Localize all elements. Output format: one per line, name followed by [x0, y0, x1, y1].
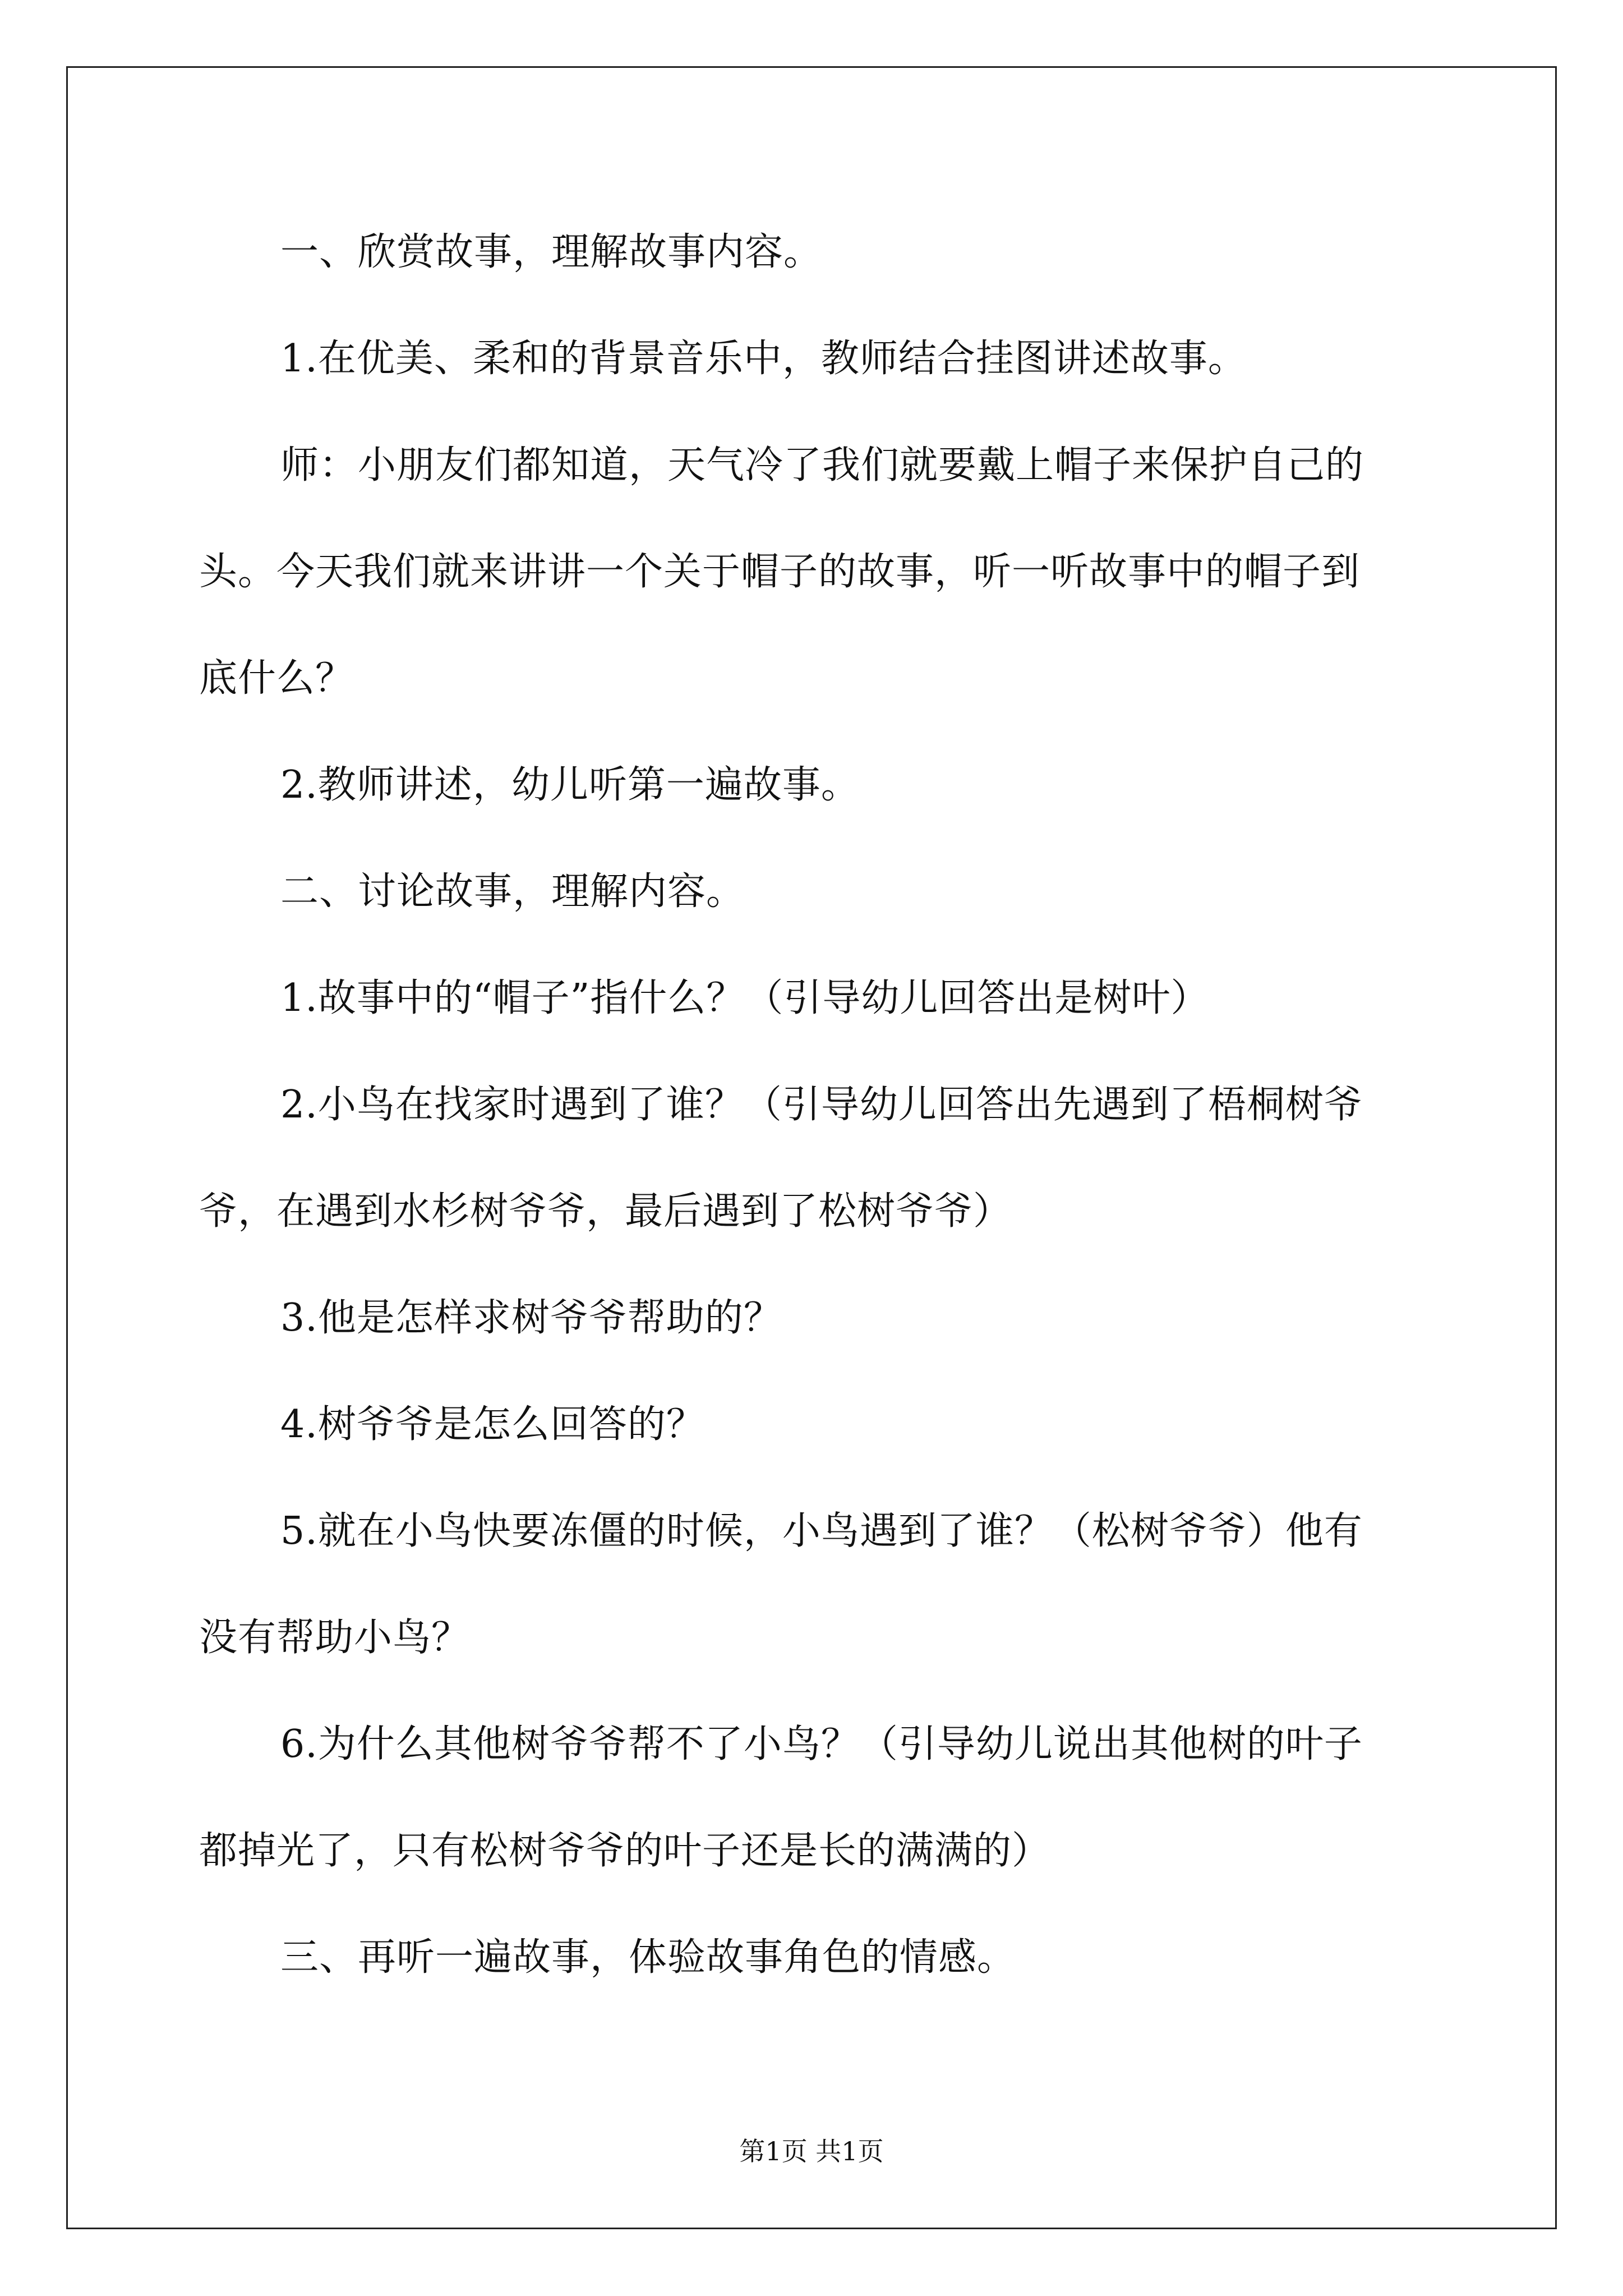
section-heading-1: 一、欣赏故事，理解故事内容。: [280, 230, 823, 274]
paragraph-1: 1.在优美、柔和的背景音乐中，教师结合挂图讲述故事。: [280, 337, 1247, 381]
question-2-line-1: 2.小鸟在找家时遇到了谁？（引导幼儿回答出先遇到了梧桐树爷: [280, 1083, 1363, 1127]
section-heading-3: 三、再听一遍故事，体验故事角色的情感。: [280, 1935, 1016, 1980]
paragraph-2: 2.教师讲述，幼儿听第一遍故事。: [280, 763, 860, 807]
page-footer: 第1页 共1页: [739, 2136, 884, 2166]
question-6-line-1: 6.为什么其他树爷爷帮不了小鸟？（引导幼儿说出其他树的叶子: [280, 1722, 1363, 1766]
paragraph-teacher-line-1: 师：小朋友们都知道，天气冷了我们就要戴上帽子来保护自己的: [280, 443, 1364, 487]
question-4: 4.树爷爷是怎么回答的？: [280, 1402, 705, 1447]
question-6-line-2: 都掉光了，只有松树爷爷的叶子还是长的满满的）: [199, 1829, 1051, 1873]
question-5-line-2: 没有帮助小鸟？: [199, 1616, 471, 1660]
page-border: [66, 66, 1557, 2229]
question-1: 1.故事中的“帽子”指什么？（引导幼儿回答出是树叶）: [280, 976, 1210, 1020]
question-2-line-2: 爷，在遇到水杉树爷爷，最后遇到了松树爷爷）: [199, 1189, 1012, 1234]
question-5-line-1: 5.就在小鸟快要冻僵的时候，小鸟遇到了谁？（松树爷爷）他有: [280, 1509, 1363, 1553]
paragraph-teacher-line-2: 头。今天我们就来讲讲一个关于帽子的故事，听一听故事中的帽子到: [199, 550, 1361, 594]
question-3: 3.他是怎样求树爷爷帮助的？: [280, 1296, 782, 1340]
paragraph-teacher-line-3: 底什么？: [199, 656, 354, 701]
section-heading-2: 二、讨论故事，理解内容。: [280, 869, 745, 914]
